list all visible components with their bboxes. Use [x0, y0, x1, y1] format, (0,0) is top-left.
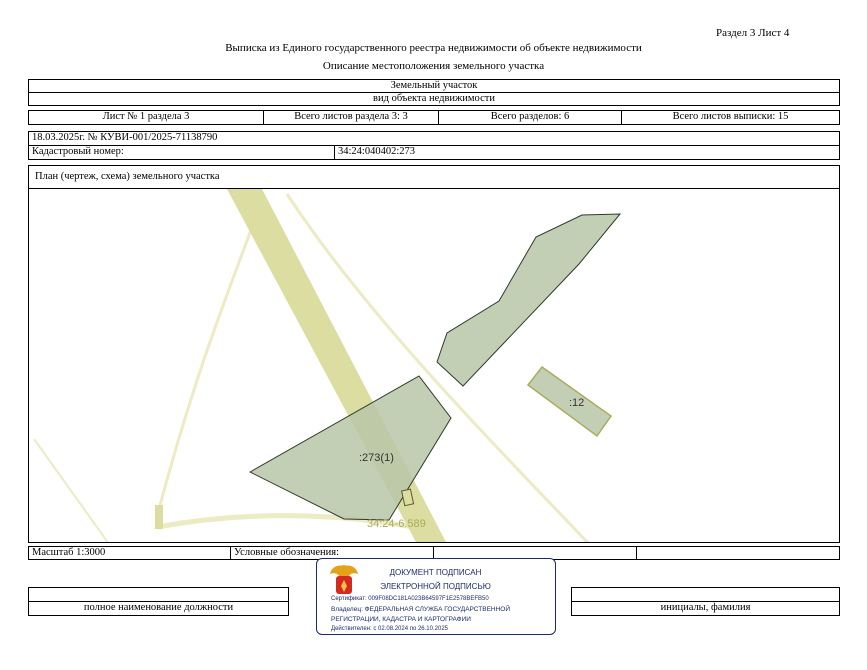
- object-type-text: Земельный участок: [390, 79, 478, 91]
- stamp-line2: ЭЛЕКТРОННОЙ ПОДПИСЬЮ: [380, 582, 491, 591]
- legend-text: Условные обозначения:: [234, 546, 340, 558]
- scale-text: Масштаб 1:3000: [32, 546, 106, 558]
- object-type: [28, 79, 840, 93]
- cadastral-value-text: 34:24:040402:273: [338, 146, 416, 158]
- document-subtitle: Описание местоположения земельного участка: [322, 60, 545, 72]
- initials-caption: [571, 601, 840, 616]
- stamp-owner1: Владелец: ФЕДЕРАЛЬНАЯ СЛУЖБА ГОСУДАРСТВЕННОЙ: [331, 606, 511, 613]
- plan-svg: [29, 189, 840, 543]
- total-extract-sheets-text: Всего листов выписки: 15: [672, 111, 789, 123]
- initials-caption-text: инициалы, фамилия: [660, 602, 751, 614]
- cadastral-value: [334, 145, 840, 160]
- plan-title: [28, 165, 840, 189]
- total-sections: [438, 110, 622, 125]
- total-sections-text: Всего разделов: 6: [490, 111, 570, 123]
- object-type-caption: [28, 92, 840, 106]
- road-edge-strip: [155, 505, 163, 529]
- cadastral-label-text: Кадастровый номер:: [32, 146, 124, 158]
- plan-drawing: [28, 188, 840, 543]
- scale: [28, 546, 231, 560]
- date-number-text: 18.03.2025г. № КУВИ-001/2025-71138790: [32, 132, 218, 144]
- parcel-273-north: [437, 214, 620, 386]
- stamp-line1: ДОКУМЕНТ ПОДПИСАН: [389, 568, 482, 577]
- position-caption: [28, 601, 289, 616]
- total-section-sheets-text: Всего листов раздела 3: 3: [294, 111, 408, 123]
- label-parcel-273: :273(1): [359, 452, 394, 464]
- sheet-of-section-text: Лист № 1 раздела 3: [102, 111, 190, 123]
- road-line-diag: [34, 439, 109, 543]
- electronic-signature-stamp: [316, 558, 556, 635]
- plan-title-text: План (чертеж, схема) земельного участка: [35, 170, 220, 182]
- label-quarter: 34:24-6.589: [367, 518, 426, 530]
- document-title: Выписка из Единого государственного реестра недвижимости об объекте недвижимости: [225, 42, 642, 54]
- date-number: [28, 131, 840, 146]
- cadastral-label: [28, 145, 335, 160]
- stamp-certificate: Сертификат: 009F08DC181A023B64597F1E2578BEFB50: [331, 596, 489, 602]
- road-line-left: [159, 194, 264, 509]
- total-section-sheets: [263, 110, 439, 125]
- legend-cell-3: [636, 546, 840, 560]
- stamp-owner2: РЕГИСТРАЦИИ, КАДАСТРА И КАРТОГРАФИИ: [331, 616, 471, 623]
- total-extract-sheets: [621, 110, 840, 125]
- section-sheet-label: Раздел 3 Лист 4: [716, 27, 790, 39]
- sheet-of-section: [28, 110, 264, 125]
- position-caption-text: полное наименование должности: [83, 602, 234, 614]
- label-parcel-12: :12: [569, 397, 585, 409]
- signature-row-top-left: [28, 587, 289, 602]
- stamp-validity: Действителен: с 02.08.2024 по 26.10.2025: [331, 626, 448, 632]
- object-type-caption-text: вид объекта недвижимости: [373, 92, 495, 104]
- signature-row-top-right: [571, 587, 840, 602]
